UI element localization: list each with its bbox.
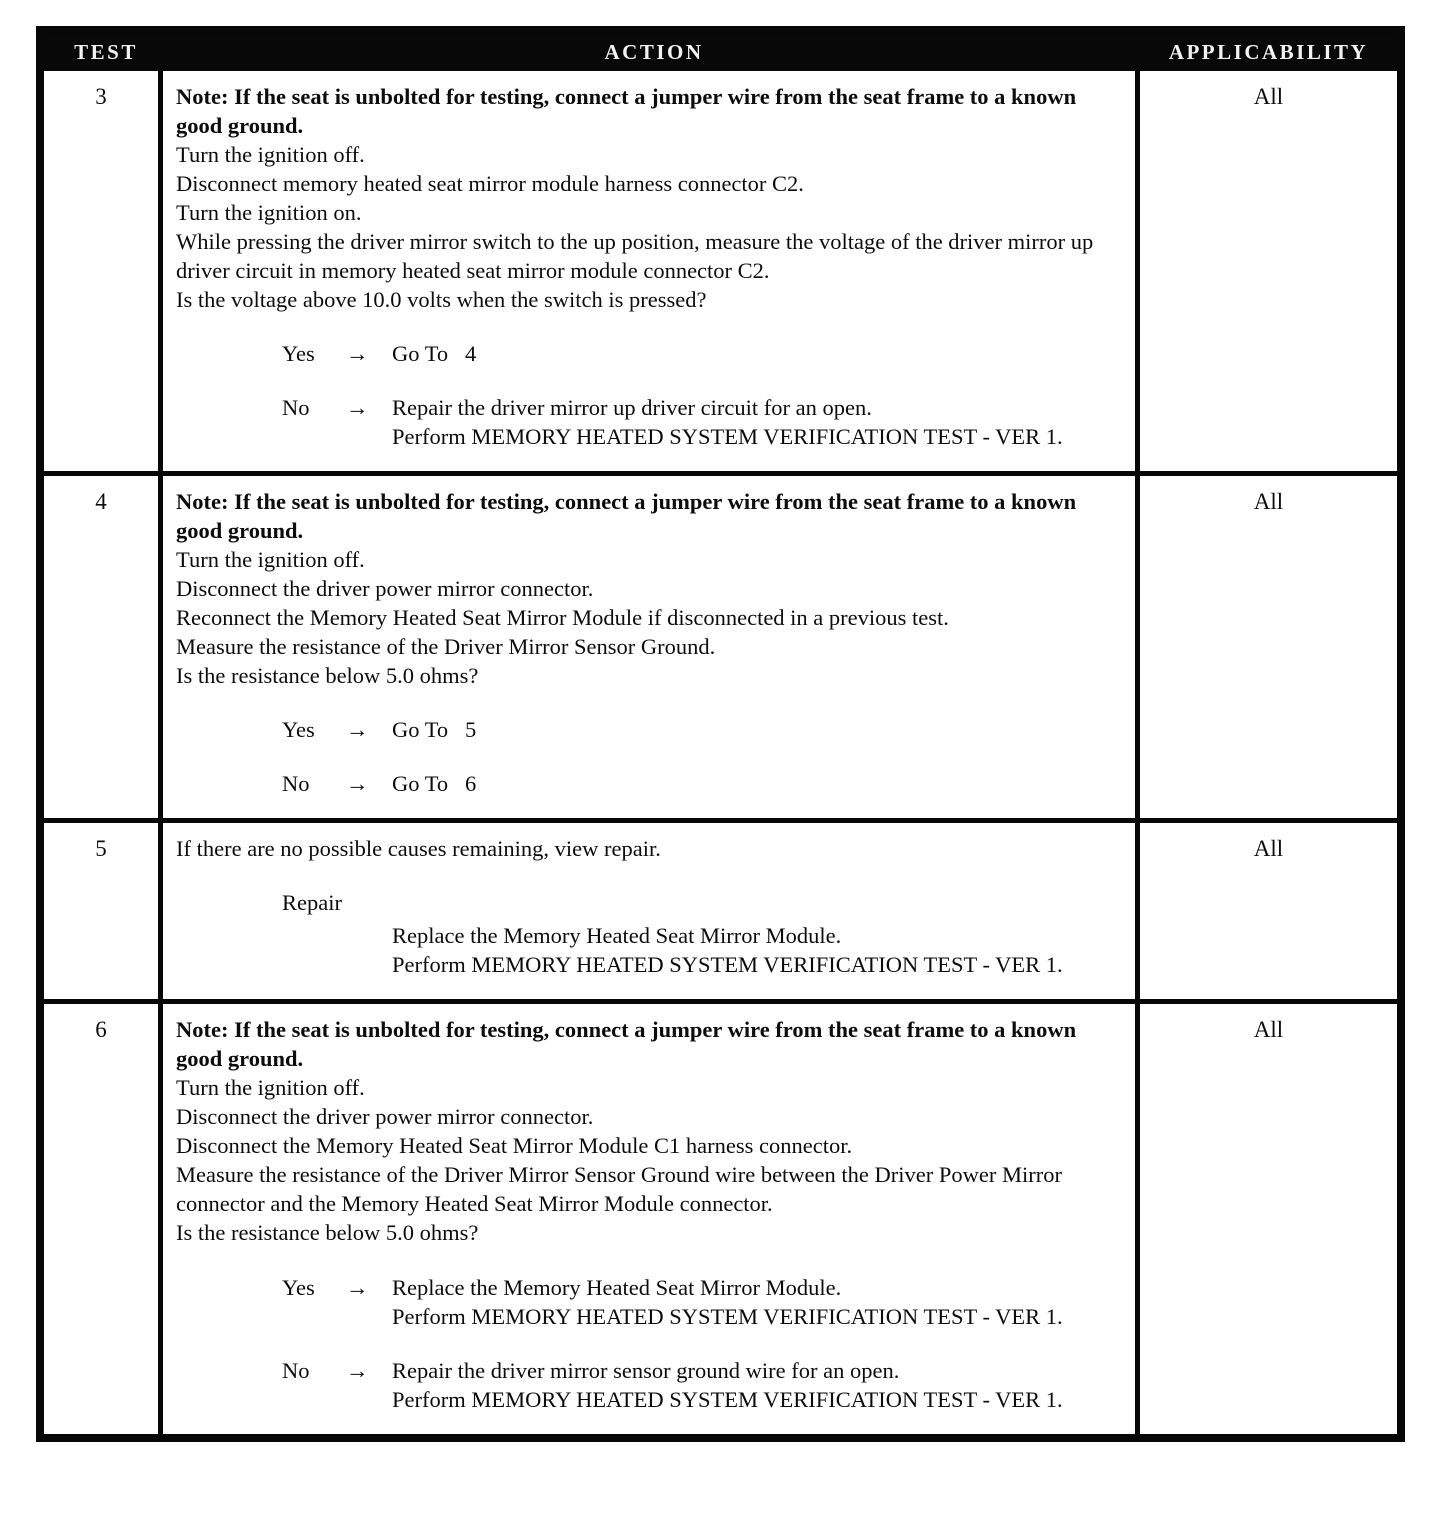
outcome-label: Yes	[282, 341, 315, 367]
applicability-cell	[1140, 476, 1397, 818]
step-text: Is the resistance below 5.0 ohms?	[176, 663, 479, 689]
action-cell	[163, 476, 1140, 818]
outcome-result	[392, 339, 476, 368]
step-text: If there are no possible causes remaining, view repair.	[176, 836, 661, 862]
outcome-label: Yes	[282, 1274, 315, 1300]
note-text: Note: If the seat is unbolted for testing, connect a jumper wire from the seat frame to a known good ground.	[176, 1017, 1077, 1072]
table-row-test-3	[44, 71, 1397, 471]
outcome-result-line: Go To 5	[392, 717, 477, 743]
step-text: Disconnect memory heated seat mirror module harness connector C2.	[176, 171, 804, 197]
right-arrow-icon: →	[346, 771, 369, 797]
step-text: Reconnect the Memory Heated Seat Mirror Module if disconnected in a previous test.	[176, 605, 949, 631]
outcome-result-line: Perform MEMORY HEATED SYSTEM VERIFICATION TEST - VER 1.	[392, 1303, 1063, 1329]
action-cell	[163, 823, 1140, 999]
scanned-page	[36, 26, 1405, 1442]
right-arrow-icon: →	[346, 1357, 369, 1383]
outcome-result	[392, 393, 1063, 451]
test-number-cell	[44, 476, 163, 818]
applicability-value: All	[1253, 1017, 1284, 1043]
header-action: ACTION	[604, 40, 704, 64]
step-text: Turn the ignition off.	[176, 547, 365, 573]
outcome-result-line: Go To 4	[392, 341, 477, 367]
outcome-yes	[176, 1273, 1121, 1331]
right-arrow-icon: →	[346, 1274, 369, 1300]
diagnostic-test-table	[36, 26, 1405, 1442]
applicability-value: All	[1253, 489, 1284, 515]
test-number: 6	[95, 1017, 107, 1043]
test-number-cell	[44, 71, 163, 471]
action-cell	[163, 1004, 1140, 1433]
applicability-cell	[1140, 823, 1397, 999]
outcome-repair	[176, 888, 1121, 979]
outcome-result	[392, 715, 476, 744]
action-cell	[163, 71, 1140, 471]
outcome-no	[176, 1356, 1121, 1414]
table-row-test-6	[44, 999, 1397, 1433]
right-arrow-icon: →	[346, 717, 369, 743]
outcome-no	[176, 769, 1121, 798]
test-number: 5	[95, 836, 107, 862]
outcome-label: No	[282, 395, 310, 421]
outcome-result-line: Perform MEMORY HEATED SYSTEM VERIFICATION TEST - VER 1.	[392, 952, 1063, 978]
applicability-value: All	[1253, 836, 1284, 862]
outcome-result-line: Perform MEMORY HEATED SYSTEM VERIFICATION TEST - VER 1.	[392, 1386, 1063, 1412]
table-row-test-5	[44, 818, 1397, 999]
step-text: Measure the resistance of the Driver Mirror Sensor Ground.	[176, 634, 716, 660]
outcome-result-line: Repair the driver mirror up driver circuit for an open.	[392, 395, 872, 421]
test-number: 3	[95, 84, 107, 109]
outcome-result	[392, 1356, 1063, 1414]
applicability-cell	[1140, 1004, 1397, 1433]
test-number: 4	[95, 489, 107, 515]
step-text: Is the voltage above 10.0 volts when the switch is pressed?	[176, 287, 707, 313]
table-row-test-4	[44, 471, 1397, 818]
header-applicability: APPLICABILITY	[1168, 40, 1369, 64]
test-number-cell	[44, 1004, 163, 1433]
step-text: Is the resistance below 5.0 ohms?	[176, 1220, 479, 1246]
note-text: Note: If the seat is unbolted for testing, connect a jumper wire from the seat frame to a known good ground.	[176, 489, 1077, 544]
step-text: Disconnect the driver power mirror connector.	[176, 576, 594, 602]
outcome-result-line: Go To 6	[392, 771, 477, 797]
step-text: Turn the ignition on.	[176, 200, 362, 226]
outcome-result	[392, 1273, 1063, 1331]
test-number-cell	[44, 823, 163, 999]
table-header-row	[44, 34, 1397, 71]
header-test: TEST	[74, 40, 138, 64]
step-text: While pressing the driver mirror switch to the up position, measure the voltage of the driver mirror up driver circuit in memory heated seat mirror module connector C2.	[176, 229, 1094, 284]
outcome-result	[392, 769, 476, 798]
outcome-result-line: Repair the driver mirror sensor ground wire for an open.	[392, 1357, 900, 1383]
outcome-label: Repair	[282, 890, 342, 916]
right-arrow-icon: →	[346, 395, 369, 421]
applicability-cell	[1140, 71, 1397, 471]
outcome-result-line: Replace the Memory Heated Seat Mirror Module.	[392, 923, 842, 949]
step-text: Measure the resistance of the Driver Mirror Sensor Ground wire between the Driver Power Mirror connector and the Memory Heated Seat Mirror Module connector.	[176, 1162, 1062, 1217]
step-text: Turn the ignition off.	[176, 1075, 365, 1101]
step-text: Disconnect the driver power mirror connector.	[176, 1104, 594, 1130]
right-arrow-icon: →	[346, 341, 369, 367]
outcome-no	[176, 393, 1121, 451]
outcome-result	[392, 921, 1092, 979]
step-text: Disconnect the Memory Heated Seat Mirror Module C1 harness connector.	[176, 1133, 853, 1159]
applicability-value: All	[1253, 84, 1284, 109]
outcome-label: No	[282, 771, 310, 797]
outcome-label: Yes	[282, 717, 315, 743]
outcome-result-line: Replace the Memory Heated Seat Mirror Module.	[392, 1274, 842, 1300]
outcome-label: No	[282, 1357, 310, 1383]
step-text: Turn the ignition off.	[176, 142, 365, 168]
outcome-result-line: Perform MEMORY HEATED SYSTEM VERIFICATION TEST - VER 1.	[392, 424, 1063, 450]
outcome-yes	[176, 715, 1121, 744]
outcome-yes	[176, 339, 1121, 368]
note-text: Note: If the seat is unbolted for testing, connect a jumper wire from the seat frame to a known good ground.	[176, 84, 1077, 139]
